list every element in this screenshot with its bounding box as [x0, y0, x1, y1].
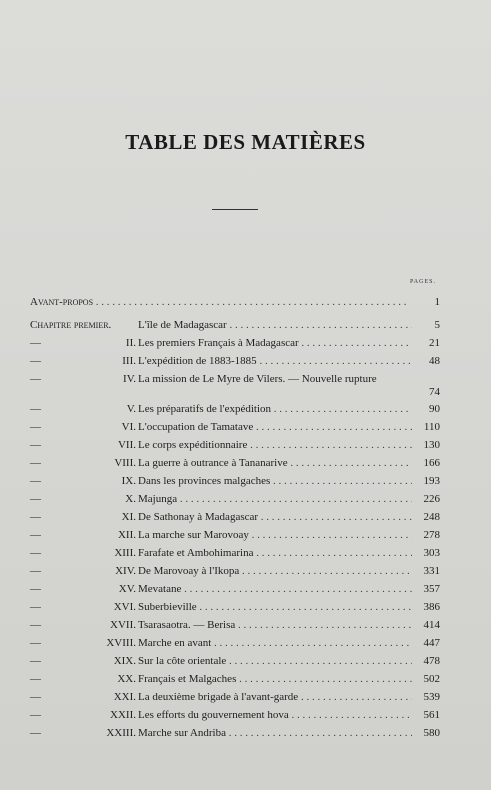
- toc-entry-page: 278: [423, 529, 440, 541]
- toc-dash: —: [30, 565, 41, 577]
- toc-entry-page: 447: [423, 637, 440, 649]
- toc-dash: —: [30, 403, 41, 415]
- chapter-number: IX.: [121, 475, 136, 487]
- toc-entry-page: 561: [423, 709, 440, 721]
- toc-entry-page: 130: [423, 439, 440, 451]
- chapter-number: IV.: [123, 373, 136, 385]
- toc-entry-page: 48: [429, 355, 440, 367]
- toc-entry-page: 414: [423, 619, 440, 631]
- toc-dash: —: [30, 655, 41, 667]
- toc-entry-title: La deuxième brigade à l'avant-garde . . .: [138, 691, 412, 704]
- toc-entry-page: 539: [423, 691, 440, 703]
- toc-dash: —: [30, 337, 41, 349]
- toc-entry-title: La marche sur Marovoay . . .: [138, 529, 412, 542]
- chapter-number: XI.: [121, 511, 136, 523]
- toc-dash: —: [30, 355, 41, 367]
- toc-entry-page: 21: [429, 337, 440, 349]
- toc-entry-title: L'île de Madagascar . . .: [138, 319, 412, 332]
- toc-entry-title: L'occupation de Tamatave . . .: [138, 421, 412, 434]
- toc-dash: —: [30, 619, 41, 631]
- toc-dash: —: [30, 529, 41, 541]
- toc-entry-title: Majunga . . .: [138, 493, 412, 506]
- toc-entry-page: 226: [423, 493, 440, 505]
- toc-entry-title: La mission de Le Myre de Vilers. — Nouvelle rupture: [138, 373, 377, 385]
- chapter-label: Chapitre premier.: [30, 319, 112, 331]
- toc-entry-title: La guerre à outrance à Tananarive . . .: [138, 457, 412, 470]
- toc-dash: —: [30, 493, 41, 505]
- toc-entry-title: Sur la côte orientale . . .: [138, 655, 412, 668]
- toc-dash: —: [30, 511, 41, 523]
- toc-entry-title: Mevatane . . .: [138, 583, 412, 596]
- toc-dash: —: [30, 691, 41, 703]
- toc-dash: —: [30, 547, 41, 559]
- toc-entry-title: De Marovoay à l'Ikopa . . .: [138, 565, 412, 578]
- toc-entry-title: Le corps expéditionnaire . . .: [138, 439, 412, 452]
- chapter-number: XVII.: [110, 619, 136, 631]
- toc-entry-page: 580: [423, 727, 440, 739]
- title-rule: [212, 209, 258, 210]
- toc-entry-page: 248: [423, 511, 440, 523]
- toc-entry-title: Tsarasaotra. — Berisa . . .: [138, 619, 412, 632]
- chapter-number: VIII.: [114, 457, 136, 469]
- toc-dash: —: [30, 457, 41, 469]
- toc-entry-title: Marche sur Andriba . . .: [138, 727, 412, 740]
- toc-entry-title: Dans les provinces malgaches . . .: [138, 475, 412, 488]
- chapter-number: VII.: [117, 439, 136, 451]
- chapter-number: II.: [125, 337, 136, 349]
- chapter-number: XXI.: [113, 691, 136, 703]
- toc-dash: —: [30, 439, 41, 451]
- toc-entry-title: Farafate et Ambohimarina . . .: [138, 547, 412, 560]
- chapter-number: XVIII.: [106, 637, 136, 649]
- toc-entry-title: L'expédition de 1883-1885 . . .: [138, 355, 412, 368]
- toc-dash: —: [30, 709, 41, 721]
- chapter-number: XX.: [117, 673, 136, 685]
- page-title: TABLE DES MATIÈRES: [125, 130, 366, 154]
- toc-entry-page: 1: [434, 296, 440, 308]
- chapter-number: VI.: [121, 421, 136, 433]
- chapter-number: XII.: [117, 529, 136, 541]
- toc-entry-page: 331: [423, 565, 440, 577]
- toc-entry-page: 5: [434, 319, 440, 331]
- toc-entry-title: De Sathonay à Madagascar . . .: [138, 511, 412, 524]
- chapter-number: V.: [126, 403, 136, 415]
- toc-entry-page: 110: [423, 421, 440, 433]
- toc-dash: —: [30, 421, 41, 433]
- toc-dash: —: [30, 601, 41, 613]
- toc-entry-page: 502: [423, 673, 440, 685]
- toc-entry-page: 357: [423, 583, 440, 595]
- chapter-number: XIII.: [114, 547, 136, 559]
- chapter-number: XIV.: [115, 565, 136, 577]
- toc-entry-title: Les préparatifs de l'expédition . . .: [138, 403, 412, 416]
- toc-entry-title: Avant-propos . . .: [30, 296, 408, 309]
- chapter-number: XXII.: [110, 709, 136, 721]
- toc-dash: —: [30, 727, 41, 739]
- chapter-number: X.: [125, 493, 136, 505]
- toc-entry-title: Français et Malgaches . . .: [138, 673, 412, 686]
- chapter-number: XIX.: [113, 655, 136, 667]
- toc-entry-page: 478: [423, 655, 440, 667]
- toc-entry-title: Les efforts du gouvernement hova . . .: [138, 709, 412, 722]
- toc-entry-page: 303: [423, 547, 440, 559]
- chapter-number: XVI.: [113, 601, 136, 613]
- toc-entry-page: 386: [423, 601, 440, 613]
- toc-entry-title: Marche en avant . . .: [138, 637, 412, 650]
- toc-entry-page: 193: [423, 475, 440, 487]
- toc-dash: —: [30, 673, 41, 685]
- toc-entry-title: Suberbieville . . .: [138, 601, 412, 614]
- toc-dash: —: [30, 583, 41, 595]
- pages-column-label: PAGES.: [410, 279, 436, 285]
- toc-dash: —: [30, 475, 41, 487]
- toc-entry-page: 90: [429, 403, 440, 415]
- toc-dash: —: [30, 373, 41, 385]
- chapter-number: XV.: [118, 583, 136, 595]
- toc-entry-page: 74: [429, 386, 440, 398]
- toc-dash: —: [30, 637, 41, 649]
- chapter-number: XXIII.: [106, 727, 136, 739]
- toc-entry-title: Les premiers Français à Madagascar . . .: [138, 337, 412, 350]
- chapter-number: III.: [122, 355, 136, 367]
- toc-entry-page: 166: [423, 457, 440, 469]
